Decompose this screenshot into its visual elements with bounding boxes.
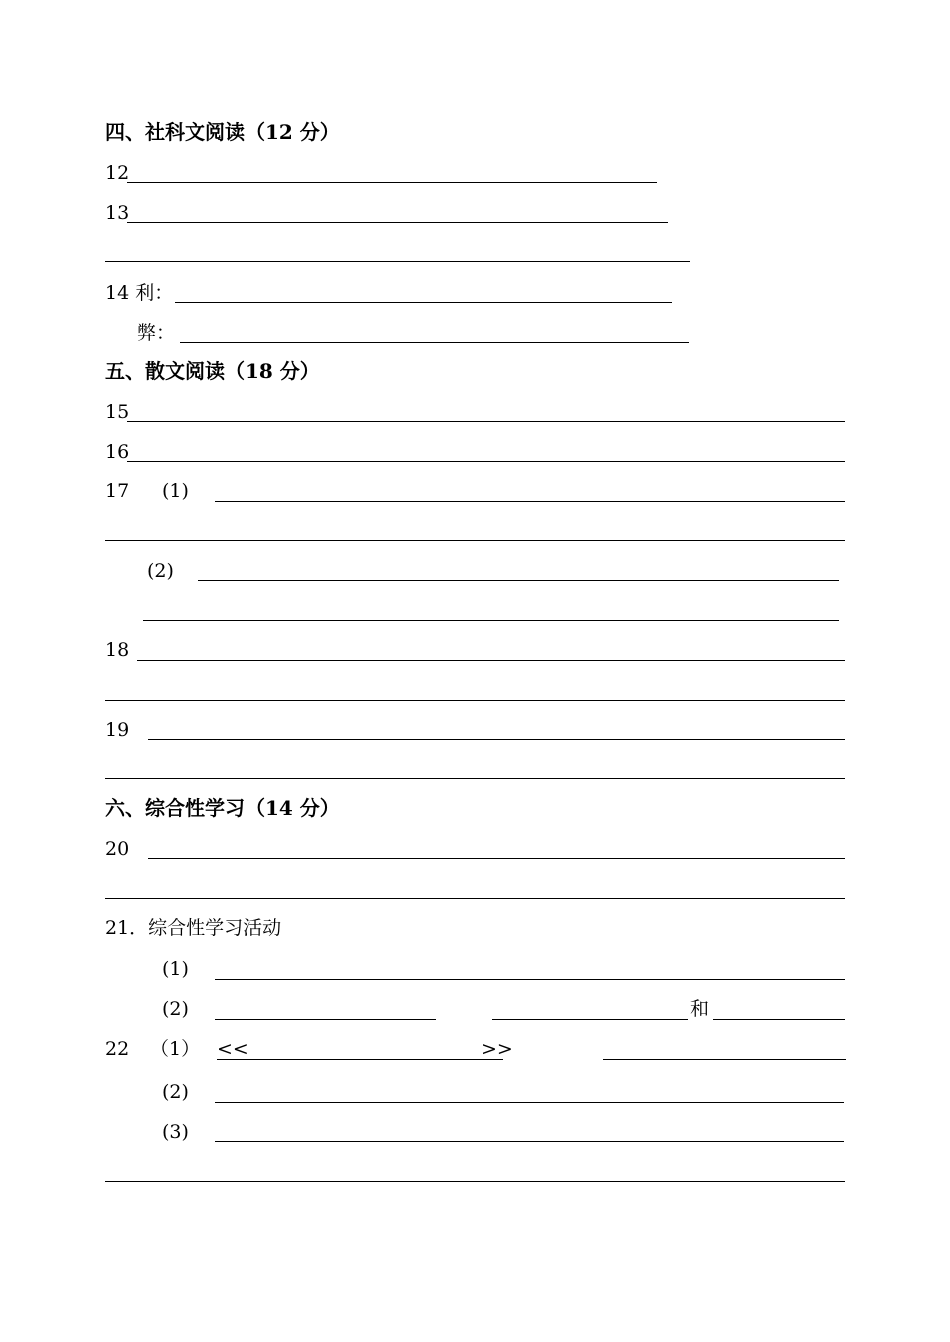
q19-label: 19	[105, 719, 130, 741]
q21-label: 21．综合性学习活动	[105, 917, 282, 939]
q17-sub1-label: (1)	[162, 480, 189, 502]
q15-answer-line[interactable]	[127, 421, 845, 422]
q22-sub3-answer-line[interactable]	[215, 1141, 844, 1142]
q21-and-label: 和	[690, 998, 710, 1020]
q22-open-bracket: <<	[217, 1038, 249, 1060]
q20-answer-line-2[interactable]	[105, 898, 845, 899]
q22-sub3-answer-line-2[interactable]	[105, 1181, 845, 1182]
q17-label: 17	[105, 480, 130, 502]
q19-answer-line[interactable]	[148, 739, 845, 740]
q14-con-label: 弊：	[137, 322, 176, 344]
section5-title: 五、散文阅读（18 分）	[105, 359, 320, 383]
q22-book-title-line[interactable]	[217, 1059, 503, 1060]
section4-title: 四、社科文阅读（12 分）	[105, 120, 340, 144]
q19-answer-line-2[interactable]	[105, 778, 845, 779]
q18-label: 18	[105, 639, 130, 661]
q15-label: 15	[105, 401, 130, 423]
q20-answer-line[interactable]	[148, 858, 845, 859]
q13-answer-line[interactable]	[127, 222, 668, 223]
q21-sub2-answer-line-a[interactable]	[215, 1019, 436, 1020]
q14-label: 14 利：	[105, 282, 174, 304]
q17-sub1-answer-line-2[interactable]	[105, 540, 845, 541]
q18-answer-line[interactable]	[137, 660, 845, 661]
q22-sub3-label: (3)	[162, 1121, 189, 1143]
q21-sub2-answer-line-c[interactable]	[713, 1019, 845, 1020]
q17-sub2-label: (2)	[147, 560, 174, 582]
q22-sub1-answer-line[interactable]	[603, 1059, 846, 1060]
q21-sub2-answer-line-b[interactable]	[492, 1019, 688, 1020]
q17-sub2-answer-line-2[interactable]	[143, 620, 839, 621]
q16-label: 16	[105, 441, 130, 463]
q16-answer-line[interactable]	[127, 461, 845, 462]
q13-answer-line-2[interactable]	[105, 261, 690, 262]
q18-answer-line-2[interactable]	[105, 700, 845, 701]
q21-sub1-answer-line[interactable]	[215, 979, 845, 980]
q12-answer-line[interactable]	[127, 182, 657, 183]
q17-sub1-answer-line[interactable]	[215, 501, 845, 502]
section6-title: 六、综合性学习（14 分）	[105, 796, 340, 820]
q17-sub2-answer-line[interactable]	[198, 580, 839, 581]
q21-sub2-label: (2)	[162, 998, 189, 1020]
q20-label: 20	[105, 838, 130, 860]
q12-label: 12	[105, 162, 130, 184]
q14-pro-answer-line[interactable]	[175, 302, 672, 303]
q13-label: 13	[105, 202, 130, 224]
q22-sub2-label: (2)	[162, 1081, 189, 1103]
q22-sub1-label: （1）	[150, 1038, 201, 1060]
q22-close-bracket: >>	[481, 1038, 513, 1060]
q21-sub1-label: (1)	[162, 958, 189, 980]
q22-label: 22	[105, 1038, 130, 1060]
q14-con-answer-line[interactable]	[180, 342, 689, 343]
q22-sub2-answer-line[interactable]	[215, 1102, 844, 1103]
